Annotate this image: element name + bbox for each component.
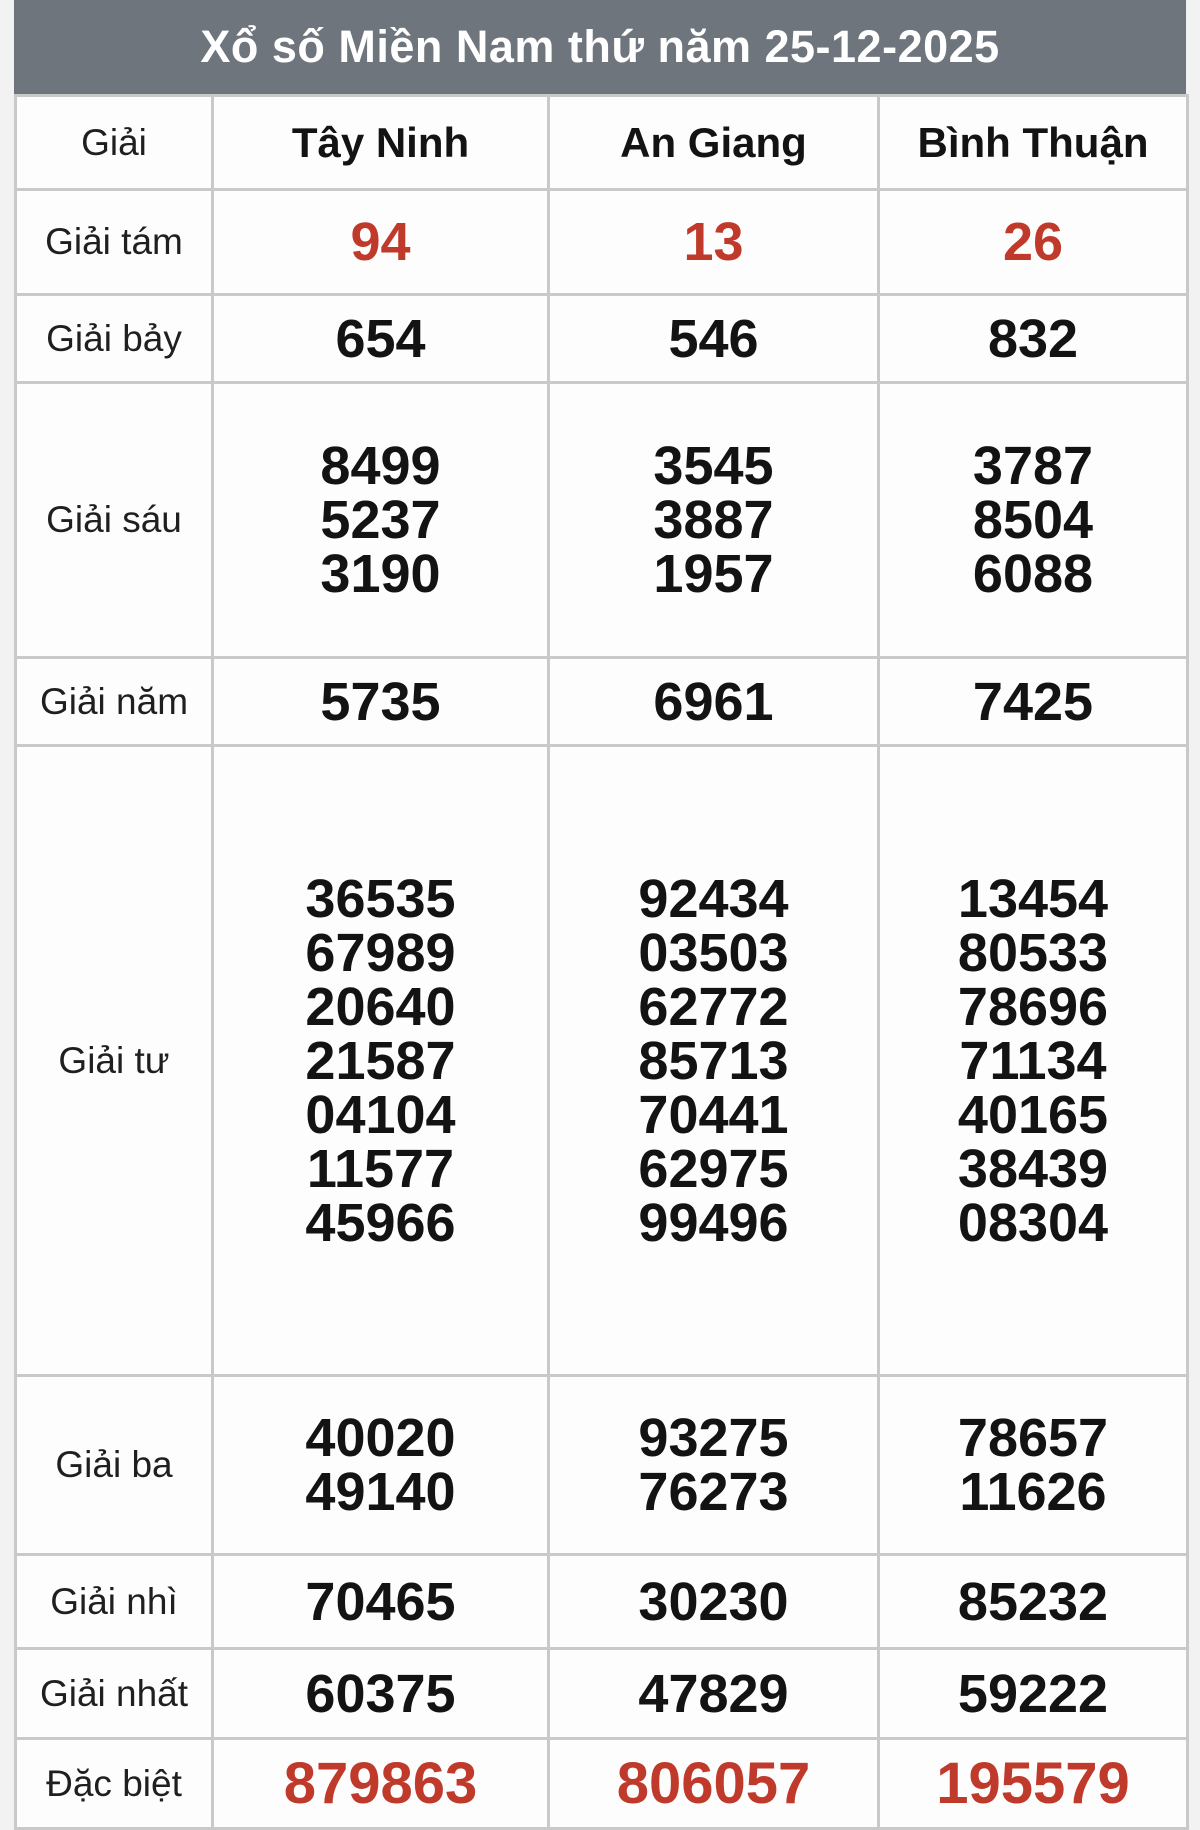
prize-cell — [213, 190, 549, 295]
prize-number-stack — [880, 671, 1186, 732]
prize-number: 8504 — [972, 490, 1094, 550]
prize-number: 6088 — [972, 544, 1094, 604]
prize-number-stack — [880, 436, 1186, 604]
prize-cell — [213, 1555, 549, 1649]
prize-number: 62772 — [638, 976, 789, 1037]
province-header-binh-thuan: Bình Thuận — [879, 96, 1188, 190]
prize-number-stack — [880, 308, 1186, 369]
prize-number: 49140 — [305, 1462, 456, 1522]
province-header-an-giang: An Giang — [549, 96, 879, 190]
prize-label: Giải tư — [16, 746, 213, 1376]
prize-number: 70441 — [638, 1084, 789, 1145]
prize-number: 5735 — [320, 671, 441, 732]
prize-cell — [549, 190, 879, 295]
prize-number-stack — [214, 308, 547, 369]
prize-number: 62975 — [638, 1138, 789, 1199]
prize-cell — [549, 1376, 879, 1555]
prize-cell — [879, 383, 1188, 658]
prize-number: 71134 — [959, 1030, 1107, 1091]
prize-number: 5237 — [320, 490, 441, 550]
prize-number: 21587 — [305, 1030, 456, 1091]
prize-number: 26 — [1002, 212, 1064, 272]
prize-cell — [879, 1555, 1188, 1649]
prize-number: 67989 — [305, 922, 456, 983]
prize-label: Giải ba — [16, 1376, 213, 1555]
prize-number: 806057 — [616, 1750, 811, 1816]
prize-number: 11626 — [959, 1462, 1107, 1522]
prize-number-stack — [550, 436, 877, 604]
prize-number-stack — [880, 212, 1186, 272]
prize-cell — [879, 190, 1188, 295]
prize-number-stack — [880, 868, 1186, 1253]
prize-number-stack — [214, 1750, 547, 1816]
prize-label: Giải bảy — [16, 295, 213, 383]
prize-label: Giải sáu — [16, 383, 213, 658]
prize-number-stack — [550, 1408, 877, 1522]
prize-number: 03503 — [638, 922, 789, 983]
prize-number-stack — [214, 671, 547, 732]
prize-number: 76273 — [638, 1462, 789, 1522]
prize-number: 7425 — [972, 671, 1094, 732]
prize-cell — [879, 1376, 1188, 1555]
prize-row — [16, 1649, 1188, 1739]
province-header-tay-ninh: Tây Ninh — [213, 96, 549, 190]
prize-cell — [549, 295, 879, 383]
prize-number: 47829 — [638, 1663, 789, 1724]
prize-number: 654 — [335, 308, 426, 369]
prize-number: 20640 — [305, 976, 456, 1037]
prize-number: 36535 — [305, 868, 456, 929]
prize-number-stack — [550, 1750, 877, 1816]
prize-number: 78696 — [957, 976, 1109, 1037]
prize-number-stack — [214, 1663, 547, 1724]
results-table — [14, 94, 1189, 1830]
prize-number: 85713 — [638, 1030, 789, 1091]
lottery-results-page — [14, 0, 1186, 1830]
prize-number: 8499 — [320, 436, 441, 496]
prize-row — [16, 190, 1188, 295]
prize-cell — [879, 746, 1188, 1376]
prize-number: 04104 — [305, 1084, 456, 1145]
prize-number-stack — [550, 868, 877, 1253]
prize-number: 93275 — [638, 1408, 789, 1468]
prize-number: 879863 — [283, 1750, 478, 1816]
prize-row — [16, 746, 1188, 1376]
prize-label: Giải năm — [16, 658, 213, 746]
prize-number: 78657 — [957, 1408, 1109, 1468]
prize-number: 6961 — [653, 671, 774, 732]
prize-number-stack — [880, 1663, 1186, 1724]
prize-number: 3190 — [320, 544, 441, 604]
prize-number: 99496 — [638, 1192, 789, 1253]
header-row — [16, 96, 1188, 190]
prize-number: 3545 — [653, 436, 774, 496]
prize-row — [16, 383, 1188, 658]
prize-number-stack — [880, 1750, 1186, 1816]
prize-number: 92434 — [638, 868, 789, 929]
prize-cell — [213, 295, 549, 383]
prize-number: 38439 — [957, 1138, 1109, 1199]
prize-number-stack — [214, 212, 547, 272]
prize-number-stack — [214, 868, 547, 1253]
prize-number-stack — [214, 1571, 547, 1632]
prize-label: Giải nhất — [16, 1649, 213, 1739]
prize-number: 3787 — [972, 436, 1094, 496]
prize-number: 94 — [350, 212, 411, 272]
results-body — [16, 190, 1188, 1829]
prize-number: 1957 — [653, 544, 774, 604]
prize-number: 11577 — [306, 1138, 455, 1199]
prize-number-stack — [880, 1571, 1186, 1632]
prize-cell — [213, 658, 549, 746]
prize-cell — [549, 746, 879, 1376]
prize-number: 40165 — [957, 1084, 1109, 1145]
prize-number-stack — [550, 1663, 877, 1724]
prize-number-stack — [880, 1408, 1186, 1522]
prize-number: 13 — [683, 212, 744, 272]
prize-label: Đặc biệt — [16, 1739, 213, 1829]
prize-label: Giải nhì — [16, 1555, 213, 1649]
prize-cell — [549, 1649, 879, 1739]
prize-number: 3887 — [653, 490, 774, 550]
prize-number: 832 — [987, 308, 1079, 369]
prize-cell — [213, 1739, 549, 1829]
prize-cell — [549, 1555, 879, 1649]
prize-number-stack — [214, 436, 547, 604]
page-title: Xổ số Miền Nam thứ năm 25-12-2025 — [14, 0, 1186, 94]
prize-number: 195579 — [936, 1750, 1130, 1816]
prize-number: 70465 — [305, 1571, 456, 1632]
prize-number: 08304 — [957, 1192, 1109, 1253]
prize-number-stack — [550, 1571, 877, 1632]
prize-number: 546 — [668, 308, 759, 369]
prize-label: Giải tám — [16, 190, 213, 295]
prize-cell — [549, 658, 879, 746]
prize-number: 85232 — [957, 1571, 1109, 1632]
prize-row — [16, 1376, 1188, 1555]
prize-row — [16, 658, 1188, 746]
prize-cell — [879, 658, 1188, 746]
prize-number-stack — [550, 212, 877, 272]
prize-row — [16, 1555, 1188, 1649]
prize-cell — [879, 1649, 1188, 1739]
prize-row — [16, 1739, 1188, 1829]
prize-number: 13454 — [957, 868, 1109, 929]
prize-cell — [549, 383, 879, 658]
prize-number-stack — [214, 1408, 547, 1522]
prize-number-stack — [550, 671, 877, 732]
prize-cell — [213, 1376, 549, 1555]
prize-cell — [879, 295, 1188, 383]
prize-number: 59222 — [957, 1663, 1109, 1724]
prize-row — [16, 295, 1188, 383]
prize-number: 60375 — [305, 1663, 456, 1724]
prize-number-stack — [550, 308, 877, 369]
prize-number: 30230 — [638, 1571, 789, 1632]
prize-column-header: Giải — [16, 96, 213, 190]
prize-cell — [213, 746, 549, 1376]
prize-number: 80533 — [957, 922, 1109, 983]
prize-cell — [213, 383, 549, 658]
prize-number: 45966 — [305, 1192, 456, 1253]
prize-cell — [549, 1739, 879, 1829]
prize-cell — [213, 1649, 549, 1739]
prize-number: 40020 — [305, 1408, 456, 1468]
prize-cell — [879, 1739, 1188, 1829]
